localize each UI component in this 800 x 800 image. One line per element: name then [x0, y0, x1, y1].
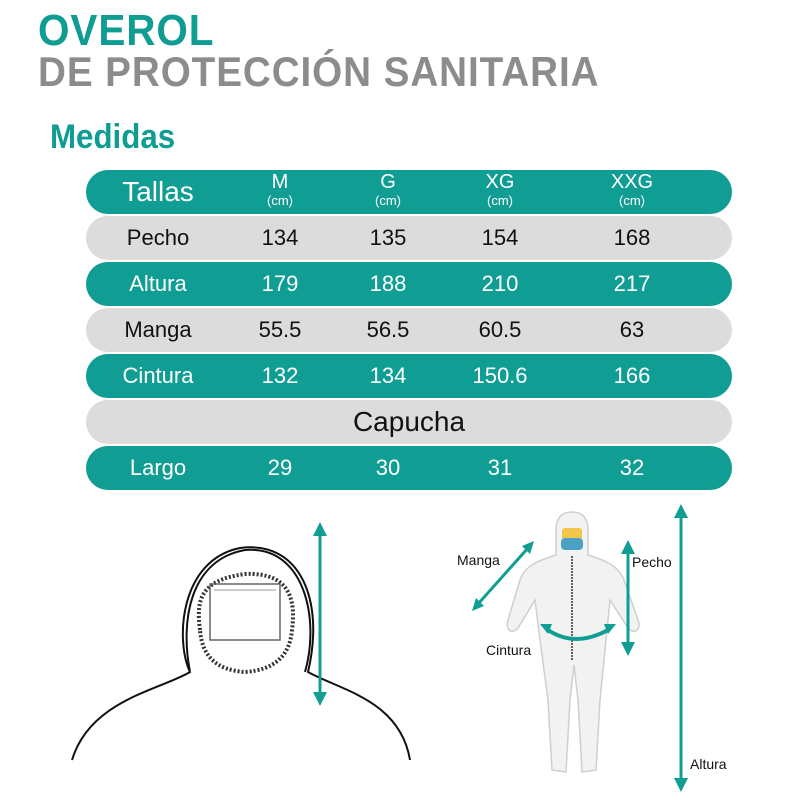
hood-diagram [0, 500, 800, 800]
row-label: Largo [129, 455, 187, 480]
hood-icon [72, 547, 410, 760]
row-value: 150.6 [472, 363, 528, 388]
table-row-largo [86, 446, 732, 490]
row-value: 210 [481, 271, 519, 296]
label-cintura: Cintura [486, 642, 532, 658]
table-row-cintura [86, 354, 732, 398]
table-section-capucha [86, 400, 732, 444]
page-title: OVEROL [38, 6, 215, 55]
section-heading-medidas: Medidas [50, 118, 176, 156]
row-value: 134 [261, 225, 299, 250]
row-value: 32 [619, 455, 645, 480]
label-manga: Manga [457, 552, 500, 568]
row-value: 31 [487, 455, 513, 480]
row-value: 168 [613, 225, 651, 250]
row-label: Pecho [126, 225, 190, 250]
table-row-altura [86, 262, 732, 306]
label-pecho: Pecho [632, 554, 672, 570]
row-value: 188 [369, 271, 407, 296]
header-size-xg: XG (cm) [485, 171, 515, 208]
row-value: 217 [613, 271, 651, 296]
section-label-capucha: Capucha [352, 406, 466, 437]
label-altura: Altura [690, 756, 727, 772]
row-value: 29 [267, 455, 293, 480]
row-label: Manga [124, 317, 192, 342]
header-tallas: Tallas [122, 176, 194, 207]
row-value: 132 [261, 363, 299, 388]
row-value: 154 [481, 225, 519, 250]
table-row-pecho [86, 216, 732, 260]
row-label: Altura [129, 271, 187, 296]
row-value: 179 [261, 271, 299, 296]
row-value: 55.5 [258, 317, 302, 342]
row-value: 166 [613, 363, 651, 388]
altura-arrow-icon [674, 504, 688, 792]
row-label: Cintura [122, 363, 194, 388]
row-value: 56.5 [366, 317, 410, 342]
row-value: 134 [369, 363, 407, 388]
page-subtitle: DE PROTECCIÓN SANITARIA [38, 48, 600, 95]
row-value: 30 [375, 455, 401, 480]
header-size-m: M (cm) [267, 171, 293, 208]
table-row-manga [86, 308, 732, 352]
table-header-row [86, 170, 732, 214]
header-size-g: G (cm) [375, 171, 401, 208]
row-value: 63 [619, 317, 645, 342]
header-size-xxg: XXG (cm) [610, 171, 654, 208]
row-value: 135 [369, 225, 407, 250]
row-value: 60.5 [478, 317, 522, 342]
